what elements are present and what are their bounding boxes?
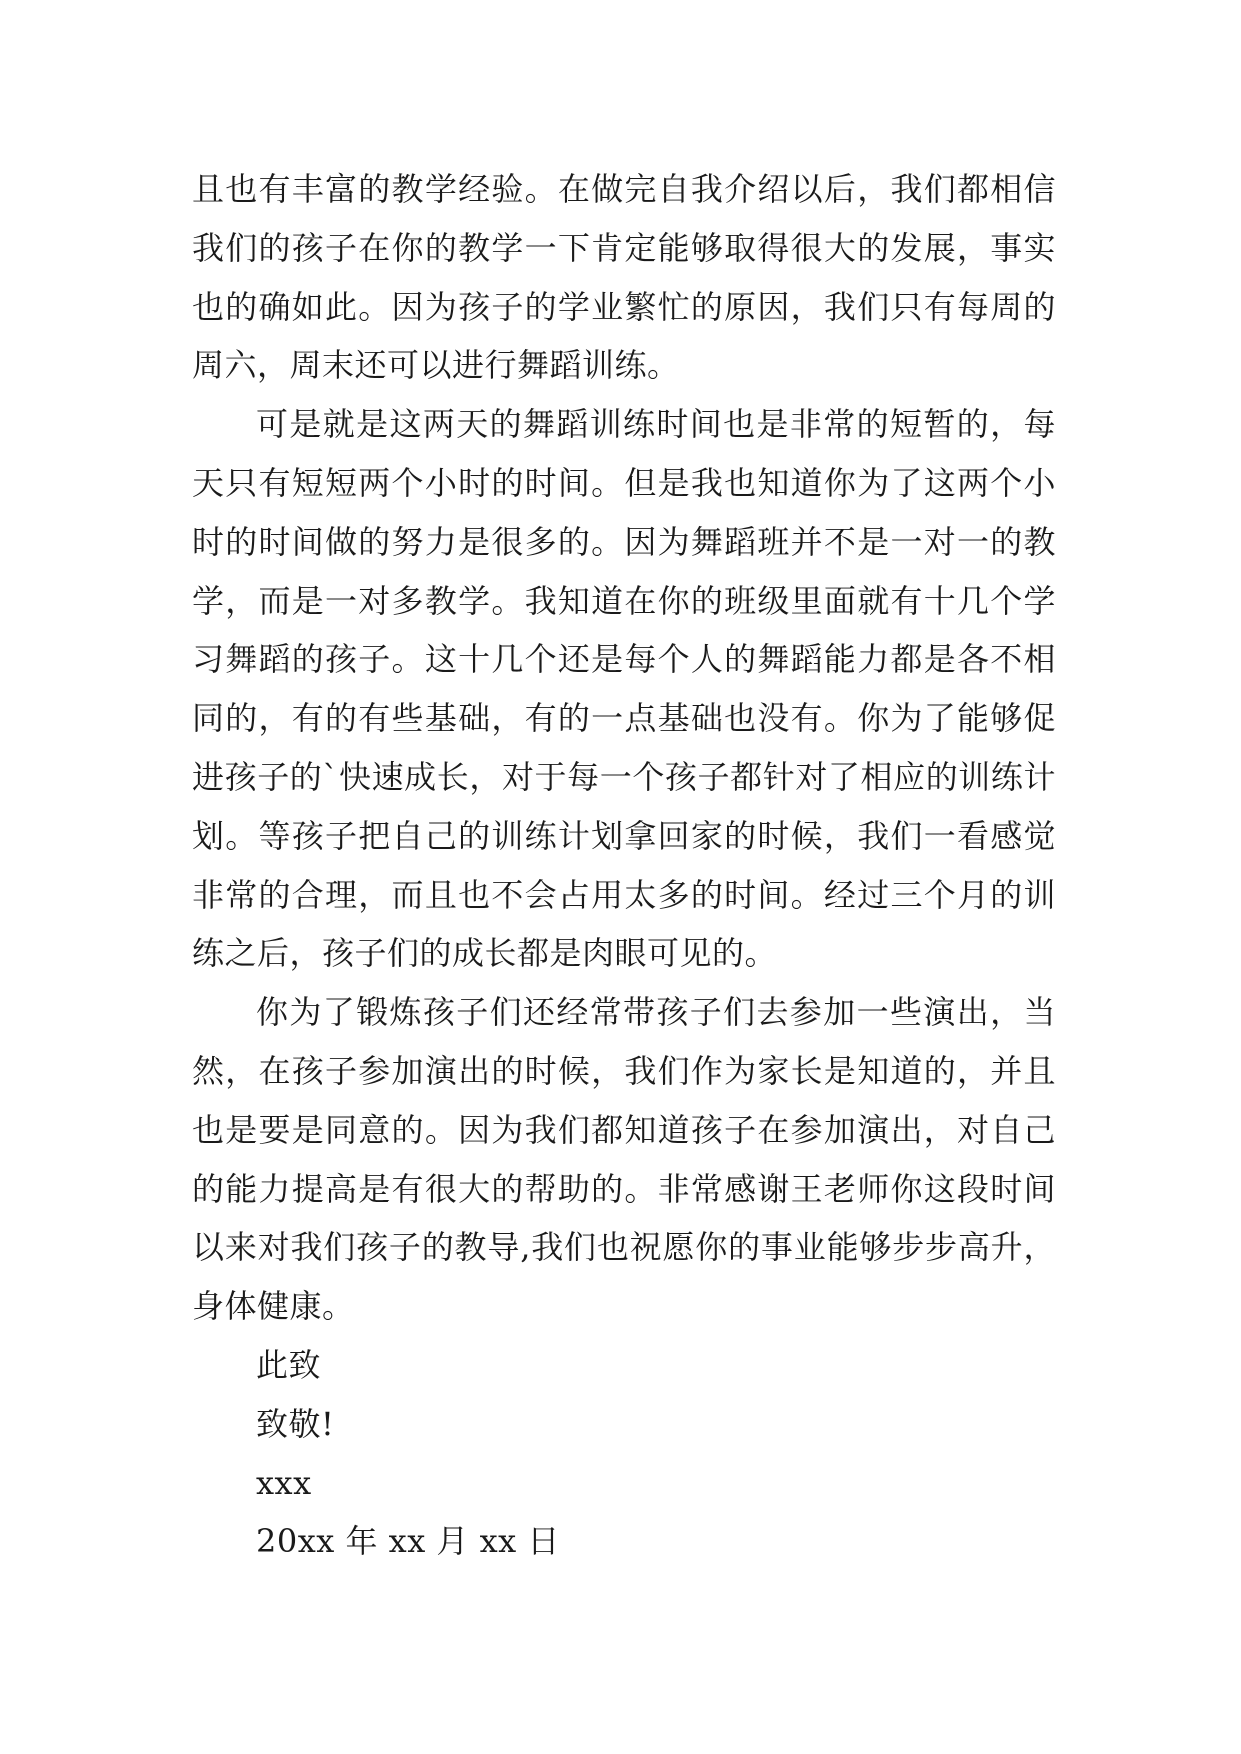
letter-date: 20xx 年 xx 月 xx 日 [256, 1522, 560, 1561]
body-paragraph-performance: 你为了锻炼孩子们还经常带孩子们去参加一些演出，当然，在孩子参加演出的时候，我们作为家长是知道的，并且也是要是同意的。因为我们都知道孩子在参加演出，对自己的能力提高是有很大的帮助的。非常感谢王老师你这段时间以来对我们孩子的教导,我们也祝愿你的事业能够步步高升，身体健康。 [192, 993, 1056, 1326]
signature: xxx [256, 1463, 312, 1502]
letter-body [192, 160, 1056, 1571]
body-paragraph-training: 可是就是这两天的舞蹈训练时间也是非常的短暂的，每天只有短短两个小时的时间。但是我也知道你为了这两个小时的时间做的努力是很多的。因为舞蹈班并不是一对一的教学，而是一对多教学。我知道在你的班级里面就有十几个学习舞蹈的孩子。这十几个还是每个人的舞蹈能力都是各不相同的，有的有些基础，有的一点基础也没有。你为了能够促进孩子的`快速成长，对于每一个孩子都针对了相应的训练计划。等孩子把自己的训练计划拿回家的时候，我们一看感觉非常的合理，而且也不会占用太多的时间。经过三个月的训练之后，孩子们的成长都是肉眼可见的。 [192, 405, 1056, 973]
body-paragraph-continued: 且也有丰富的教学经验。在做完自我介绍以后，我们都相信我们的孩子在你的教学一下肯定能够取得很大的发展，事实也的确如此。因为孩子的学业繁忙的原因，我们只有每周的周六，周末还可以进行舞蹈训练。 [192, 170, 1056, 385]
closing-regards: 致敬! [256, 1404, 335, 1443]
closing-salutation: 此致 [256, 1345, 322, 1384]
